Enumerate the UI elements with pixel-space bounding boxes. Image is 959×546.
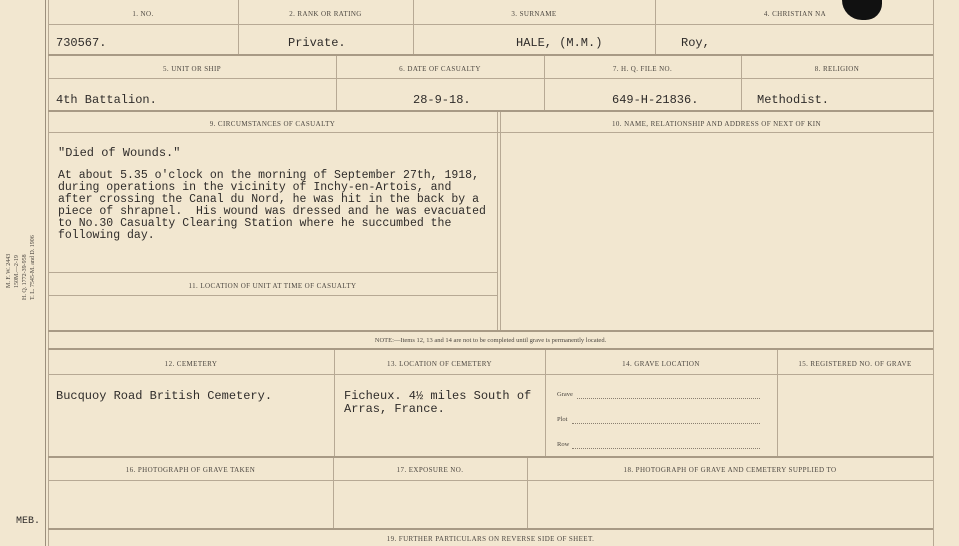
label-further-particulars: 19. FURTHER PARTICULARS ON REVERSE SIDE OF SHEET. bbox=[386, 535, 595, 543]
unit-value: 4th Battalion. bbox=[56, 93, 157, 107]
label-religion: 8. RELIGION bbox=[814, 65, 860, 73]
label-christian-name: 4. CHRISTIAN NA bbox=[763, 10, 827, 18]
label-next-of-kin: 10. NAME, RELATIONSHIP AND ADDRESS OF NEXT OF KIN bbox=[611, 120, 821, 128]
note-text: NOTE:—Items 12, 13 and 14 are not to be completed until grave is permanently located. bbox=[374, 337, 607, 344]
circumstances-line-5: to No.30 Casualty Clearing Station where he succumbed the bbox=[58, 217, 452, 230]
form-number-4: T. L. 7545-M. and D. 1906 bbox=[30, 235, 36, 300]
grave-field-grave: Grave bbox=[557, 391, 573, 398]
label-location-unit: 11. LOCATION OF UNIT AT TIME OF CASUALTY bbox=[188, 282, 357, 290]
circumstances-line-2: during operations in the vicinity of Inchy-en-Artois, and bbox=[58, 181, 452, 194]
label-photo-supplied: 18. PHOTOGRAPH OF GRAVE AND CEMETERY SUPPLIED TO bbox=[623, 466, 837, 474]
rank-value: Private. bbox=[288, 36, 346, 50]
hq-file-value: 649-H-21836. bbox=[612, 93, 699, 107]
label-photo-taken: 16. PHOTOGRAPH OF GRAVE TAKEN bbox=[125, 466, 256, 474]
circumstances-heading: "Died of Wounds." bbox=[58, 146, 181, 160]
label-rank: 2. RANK OR RATING bbox=[289, 10, 362, 18]
service-number: 730567. bbox=[56, 36, 107, 50]
label-date: 6. DATE OF CASUALTY bbox=[399, 65, 481, 73]
form-number-2: 150M.—2-19 bbox=[14, 255, 20, 288]
label-grave-location: 14. GRAVE LOCATION bbox=[622, 360, 700, 368]
label-cemetery: 12. CEMETERY bbox=[164, 360, 218, 368]
circumstances-line-6: following day. bbox=[58, 229, 155, 242]
label-location-cemetery: 13. LOCATION OF CEMETERY bbox=[387, 360, 492, 368]
location-cemetery-line-1: Ficheux. 4½ miles South of bbox=[344, 389, 532, 403]
form-number-3: H. Q. 1772-39-958 bbox=[22, 254, 28, 300]
label-no: 1. NO. bbox=[132, 10, 154, 18]
form-number-1: M. F. W. 2443 bbox=[6, 253, 12, 288]
grave-field-row: Row bbox=[557, 441, 570, 448]
circumstances-line-4: piece of shrapnel. His wound was dressed and he was evacuated bbox=[58, 205, 486, 218]
circumstances-line-1: At about 5.35 o'clock on the morning of September 27th, 1918, bbox=[58, 169, 479, 182]
label-unit: 5. UNIT OR SHIP bbox=[163, 65, 221, 73]
cemetery-value: Bucquoy Road British Cemetery. bbox=[56, 389, 273, 403]
religion-value: Methodist. bbox=[757, 93, 830, 107]
label-surname: 3. SURNAME bbox=[511, 10, 557, 18]
label-exposure: 17. EXPOSURE NO. bbox=[396, 466, 464, 474]
grave-field-plot: Plot bbox=[557, 416, 568, 423]
label-registered-no: 15. REGISTERED NO. OF GRAVE bbox=[798, 360, 912, 368]
label-circumstances: 9. CIRCUMSTANCES OF CASUALTY bbox=[209, 120, 336, 128]
label-hq-file: 7. H. Q. FILE NO. bbox=[612, 65, 673, 73]
location-cemetery-line-2: Arras, France. bbox=[344, 402, 445, 416]
clerk-initials: MEB. bbox=[16, 516, 41, 527]
surname-value: HALE, (M.M.) bbox=[516, 36, 603, 50]
circumstances-line-3: after crossing the Canal du Nord, he was hit in the back by a bbox=[58, 193, 479, 206]
christian-name-value: Roy, bbox=[681, 36, 710, 50]
date-value: 28-9-18. bbox=[413, 93, 471, 107]
